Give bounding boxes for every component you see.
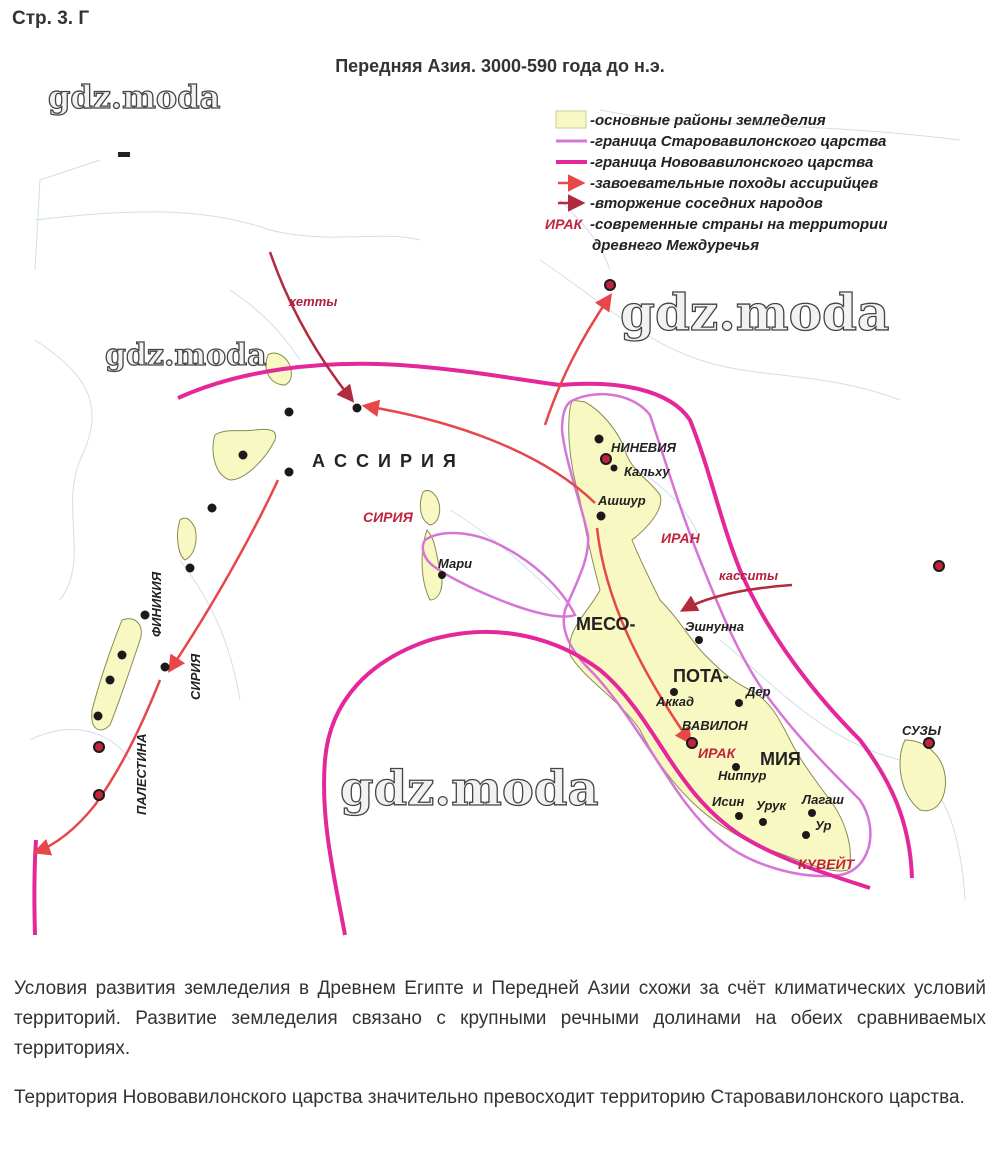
- city-babylon: ВАВИЛОН: [682, 718, 748, 733]
- region-phoenicia: ФИНИКИЯ: [149, 571, 164, 637]
- city-nippur: Ниппур: [718, 768, 767, 783]
- legend-farming-label: -основные районы земледелия: [590, 112, 826, 129]
- city-kalhu: Кальху: [624, 464, 670, 479]
- watermark-2: gdz.moda: [105, 338, 267, 373]
- city-susa: СУЗЫ: [902, 723, 941, 738]
- region-assyria: А С С И Р И Я: [312, 451, 458, 471]
- legend-farming-swatch: [556, 111, 586, 128]
- map-legend: [545, 111, 888, 254]
- city-mari: Мари: [438, 556, 473, 571]
- people-kassites: касситы: [719, 568, 779, 583]
- city-uruk: Урук: [756, 798, 786, 813]
- country-iraq: ИРАК: [698, 745, 736, 761]
- legend-modern-label: -современные страны на территории: [590, 216, 888, 233]
- watermark-3: gdz.moda: [620, 283, 890, 342]
- country-syria: СИРИЯ: [363, 509, 413, 525]
- farming-susa: [900, 740, 946, 811]
- city-ashur: Ашшур: [598, 493, 646, 508]
- map-area: [0, 40, 1000, 940]
- legend-modern-label-2: древнего Междуречья: [592, 237, 760, 254]
- country-iran: ИРАН: [661, 530, 700, 546]
- city-der: Дер: [746, 684, 771, 699]
- city-ur: Ур: [815, 818, 832, 833]
- watermark-4: gdz.moda: [340, 761, 599, 817]
- page-header: Стр. 3. Г: [12, 8, 90, 29]
- historical-map: [0, 40, 1000, 940]
- city-isin: Исин: [712, 794, 745, 809]
- region-pota: ПОТА-: [673, 666, 729, 686]
- city-nineveh: НИНЕВИЯ: [611, 440, 677, 455]
- farming-phoenicia-1: [178, 518, 197, 560]
- legend-neo-border-label: -граница Нововавилонского царства: [590, 154, 874, 171]
- paragraph-farming-conditions: Условия развития земледелия в Древнем Египте и Передней Азии схожи за счёт климатических условий территорий. Развитие земледелия связано с крупными речными долинами на обеих сравниваемых территориях.: [14, 978, 986, 1059]
- map-mark: [118, 152, 130, 157]
- farming-euphrates-1: [420, 490, 439, 525]
- watermark-1: gdz.moda: [48, 78, 221, 116]
- legend-invasion-label: -вторжение соседних народов: [590, 195, 823, 212]
- map-title: Передняя Азия. 3000-590 года до н.э.: [335, 56, 665, 76]
- region-syria-west: СИРИЯ: [188, 653, 203, 700]
- region-miya: МИЯ: [760, 749, 801, 769]
- region-palestine: ПАЛЕСТИНА: [134, 733, 149, 815]
- legend-old-border-label: -граница Старовавилонского царства: [590, 133, 887, 150]
- city-eshnunna: Эшнунна: [685, 619, 744, 634]
- country-kuwait: КУВЕЙТ: [798, 856, 855, 872]
- region-meso: МЕСО-: [576, 614, 636, 634]
- legend-assyrian-label: -завоевательные походы ассирийцев: [590, 175, 879, 192]
- paragraph-territory-comparison: Территория Нововавилонского царства значительно превосходит территорию Старовавилонского царства.: [14, 1087, 965, 1108]
- people-hittites: хетты: [289, 294, 338, 309]
- legend-modern-sample: ИРАК: [545, 216, 583, 232]
- city-akkad: Аккад: [656, 694, 694, 709]
- city-lagash: Лагаш: [802, 792, 844, 807]
